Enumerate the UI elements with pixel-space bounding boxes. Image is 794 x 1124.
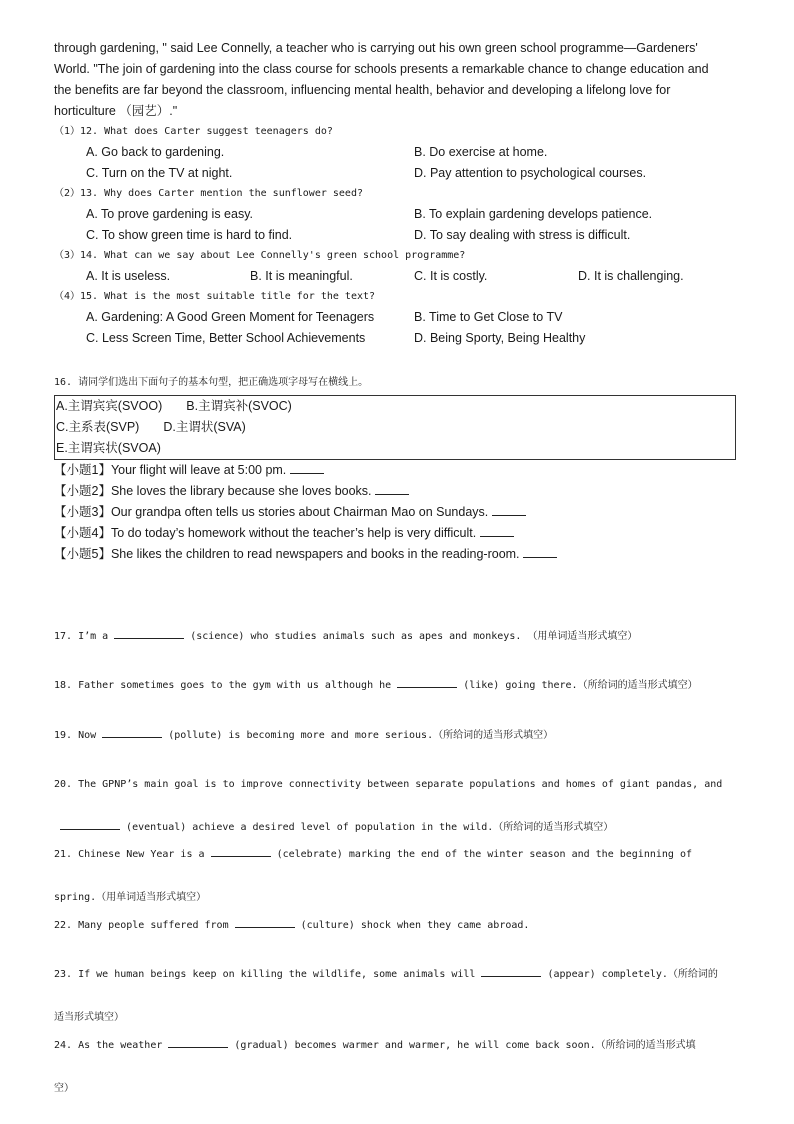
option-b[interactable]: B. Time to Get Close to TV xyxy=(414,310,563,324)
option-d[interactable]: D. Being Sporty, Being Healthy xyxy=(414,331,586,345)
q16-items xyxy=(54,460,740,565)
question-text: 17. I’m a xyxy=(54,631,115,642)
question-text: 空） xyxy=(54,1083,74,1094)
subquestion-4 xyxy=(54,523,740,544)
question-text: 19. Now xyxy=(54,730,103,741)
question-stem: （3）14. What can we say about Lee Connelly's green school programme? xyxy=(54,250,466,261)
question-text: 适当形式填空） xyxy=(54,1012,124,1023)
option-b[interactable]: B. To explain gardening develops patience. xyxy=(414,207,653,221)
question-stem: （4）15. What is the most suitable title for the text? xyxy=(54,291,376,302)
subquestion-3 xyxy=(54,502,740,523)
question-13 xyxy=(54,184,740,246)
sub-text: To do today’s homework without the teacher’s help is very difficult. xyxy=(110,526,477,540)
question-text: 20. The GPNP’s main goal is to improve connectivity between separate populations and homes of giant pandas, and xyxy=(54,779,723,790)
option-c[interactable]: C. It is costly. xyxy=(414,269,488,283)
question-text: 24. As the weather xyxy=(54,1040,169,1051)
question-stem: （2）13. Why does Carter mention the sunflower seed? xyxy=(54,188,363,199)
answer-blank[interactable] xyxy=(235,915,295,928)
question-text: (appear) completely.（所给词的 xyxy=(541,969,718,980)
sub-tag: 【小题2】 xyxy=(54,484,111,498)
reading-passage xyxy=(54,38,740,122)
question-text: spring.（用单词适当形式填空） xyxy=(54,892,207,903)
question-12 xyxy=(54,122,740,184)
question-text: 18. Father sometimes goes to the gym with us although he xyxy=(54,680,398,691)
question-text: (like) going there.（所给词的适当形式填空） xyxy=(457,680,698,691)
sub-tag: 【小题3】 xyxy=(54,505,111,519)
passage-line: through gardening, " said Lee Connelly, a teacher who is carrying out his own green school programme—Gardeners' xyxy=(54,41,698,55)
option-row xyxy=(54,204,740,225)
option-c[interactable]: C. To show green time is hard to find. xyxy=(86,228,293,242)
box-line xyxy=(55,438,735,459)
answer-blank[interactable] xyxy=(211,844,271,857)
question-text: (eventual) achieve a desired level of population in the wild.（所给词的适当形式填空） xyxy=(120,822,614,833)
question-text: 22. Many people suffered from xyxy=(54,920,235,931)
box-line xyxy=(55,417,735,438)
option-d[interactable]: D. It is challenging. xyxy=(578,269,684,283)
subquestion-1 xyxy=(54,460,740,481)
sentence-pattern-box xyxy=(54,395,736,460)
pattern-e: E.主谓宾状(SVOA) xyxy=(56,441,161,455)
pattern-d: D.主谓状(SVA) xyxy=(163,420,246,434)
question-24 xyxy=(54,1013,696,1121)
box-line xyxy=(55,396,735,417)
sub-text: She loves the library because she loves books. xyxy=(110,484,372,498)
option-d[interactable]: D. Pay attention to psychological courses. xyxy=(414,166,647,180)
option-row xyxy=(54,163,740,184)
sub-text: She likes the children to read newspapers and books in the reading-room. xyxy=(110,547,520,561)
subquestion-5 xyxy=(54,544,740,565)
sub-tag: 【小题1】 xyxy=(54,463,111,477)
pattern-a: A.主谓宾宾(SVOO) xyxy=(56,399,163,413)
answer-blank[interactable] xyxy=(290,461,324,474)
question-stem: （1）12. What does Carter suggest teenagers do? xyxy=(54,126,333,137)
option-d[interactable]: D. To say dealing with stress is difficult. xyxy=(414,228,631,242)
answer-blank[interactable] xyxy=(114,626,184,639)
question-text: (pollute) is becoming more and more serious.（所给词的适当形式填空） xyxy=(162,730,554,741)
answer-blank[interactable] xyxy=(168,1035,228,1048)
option-b[interactable]: B. It is meaningful. xyxy=(250,269,353,283)
answer-blank[interactable] xyxy=(375,482,409,495)
option-a[interactable]: A. It is useless. xyxy=(86,269,171,283)
question-text: (gradual) becomes warmer and warmer, he will come back soon.（所给词的适当形式填 xyxy=(228,1040,696,1051)
sub-tag: 【小题4】 xyxy=(54,526,111,540)
q16-instruction: 16. 请同学们选出下面句子的基本句型，把正确选项字母写在横线上。 xyxy=(54,377,369,388)
passage-line: World. "The join of gardening into the class course for schools presents a remarkable chance to change education and xyxy=(54,62,709,76)
answer-blank[interactable] xyxy=(397,675,457,688)
answer-blank[interactable] xyxy=(492,503,526,516)
option-b[interactable]: B. Do exercise at home. xyxy=(414,145,548,159)
passage-line: horticulture （园艺）." xyxy=(54,104,178,118)
sub-text: Our grandpa often tells us stories about Chairman Mao on Sundays. xyxy=(110,505,489,519)
answer-blank[interactable] xyxy=(102,725,162,738)
option-row xyxy=(54,266,740,287)
answer-blank[interactable] xyxy=(480,524,514,537)
option-row xyxy=(54,142,740,163)
sub-tag: 【小题5】 xyxy=(54,547,111,561)
question-15 xyxy=(54,287,740,349)
pattern-c: C.主系表(SVP) xyxy=(56,420,140,434)
question-14 xyxy=(54,246,740,287)
subquestion-2 xyxy=(54,481,740,502)
question-text: 23. If we human beings keep on killing the wildlife, some animals will xyxy=(54,969,482,980)
worksheet-page xyxy=(54,38,740,1094)
question-text: (science) who studies animals such as apes and monkeys. （用单词适当形式填空） xyxy=(184,631,638,642)
option-row xyxy=(54,225,740,246)
option-a[interactable]: A. To prove gardening is easy. xyxy=(86,207,253,221)
question-text: (culture) shock when they came abroad. xyxy=(294,920,530,931)
option-a[interactable]: A. Go back to gardening. xyxy=(86,145,225,159)
option-row xyxy=(54,307,740,328)
question-text: 21. Chinese New Year is a xyxy=(54,849,211,860)
option-row xyxy=(54,328,740,349)
pattern-b: B.主谓宾补(SVOC) xyxy=(186,399,292,413)
option-c[interactable]: C. Turn on the TV at night. xyxy=(86,166,233,180)
sub-text: Your flight will leave at 5:00 pm. xyxy=(110,463,287,477)
answer-blank[interactable] xyxy=(523,545,557,558)
option-c[interactable]: C. Less Screen Time, Better School Achievements xyxy=(86,331,366,345)
option-a[interactable]: A. Gardening: A Good Green Moment for Teenagers xyxy=(86,310,375,324)
question-text: (celebrate) marking the end of the winter season and the beginning of xyxy=(270,849,692,860)
passage-line: the benefits are far beyond the classroom, influencing mental health, behavior and developing a lifelong love for xyxy=(54,83,671,97)
answer-blank[interactable] xyxy=(481,964,541,977)
